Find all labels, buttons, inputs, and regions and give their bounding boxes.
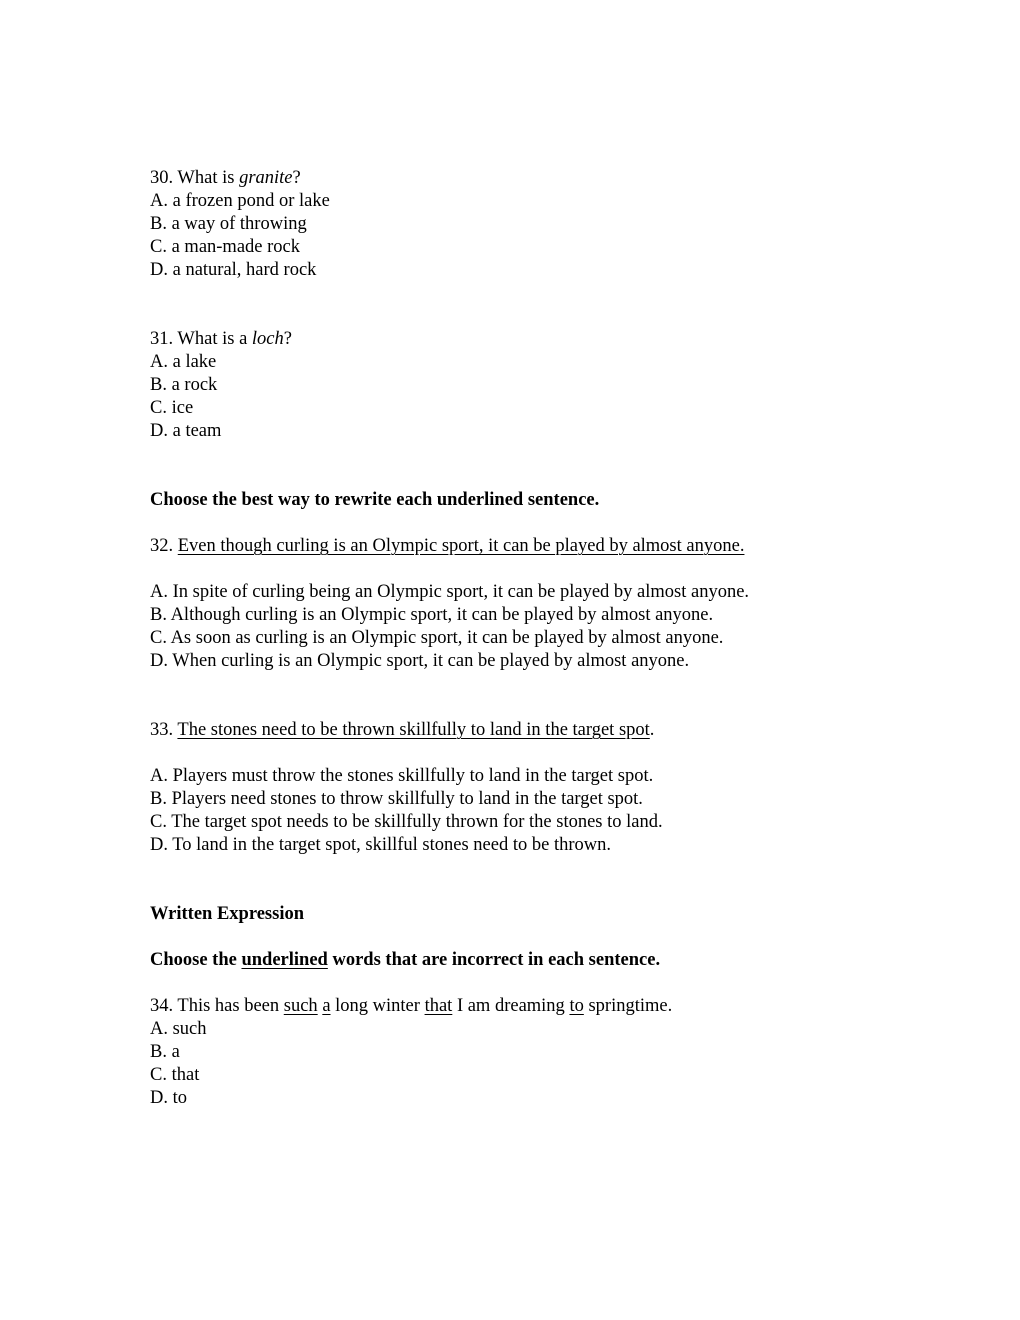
question-30-stem (150, 167, 301, 190)
question-33-option-c: C. The target spot needs to be skillfully thrown for the stones to land. (150, 812, 663, 832)
question-34-underlined-a: a (322, 996, 331, 1016)
rewrite-instruction: Choose the best way to rewrite each underlined sentence. (150, 490, 600, 510)
question-33-number: 33. (150, 720, 178, 740)
question-31-term: loch (251, 329, 284, 349)
question-31-stem (150, 328, 292, 351)
question-33-option-d: D. To land in the target spot, skillful stones need to be thrown. (150, 835, 611, 855)
question-34-underlined-that: that (424, 996, 453, 1016)
question-31-option-c: C. ice (150, 398, 194, 418)
question-32-option-b: B. Although curling is an Olympic sport, it can be played by almost anyone. (150, 605, 714, 625)
instruction-prefix: Choose the (150, 950, 242, 970)
question-33-underlined-sentence: The stones need to be thrown skillfully to land in the target spot (177, 720, 650, 740)
question-32-underlined-sentence: Even though curling is an Olympic sport, it can be played by almost anyone. (177, 536, 745, 556)
question-34-option-b: B. a (150, 1042, 180, 1062)
question-34-text-1: 34. This has been (150, 996, 284, 1016)
question-30-option-d: D. a natural, hard rock (150, 260, 317, 280)
question-34-underlined-to: to (569, 996, 584, 1016)
question-32-option-c: C. As soon as curling is an Olympic sport, it can be played by almost anyone. (150, 628, 724, 648)
question-34-option-c: C. that (150, 1065, 200, 1085)
question-33-stem (150, 719, 654, 742)
question-30-term: granite (239, 168, 293, 188)
question-34-stem (150, 995, 672, 1018)
question-31-option-b: B. a rock (150, 375, 218, 395)
instruction-suffix: words that are incorrect in each sentence. (327, 950, 661, 970)
question-33-period: . (649, 720, 655, 740)
question-31-option-a: A. a lake (150, 352, 217, 372)
question-33-option-b: B. Players need stones to throw skillfully to land in the target spot. (150, 789, 643, 809)
question-34-underlined-such: such (283, 996, 318, 1016)
question-30-option-a: A. a frozen pond or lake (150, 191, 330, 211)
question-32-stem (150, 535, 744, 558)
question-31-suffix: ? (283, 329, 292, 349)
question-33-option-a: A. Players must throw the stones skillfully to land in the target spot. (150, 766, 654, 786)
question-34-text-2: long winter (330, 996, 425, 1016)
written-expression-instruction (150, 949, 660, 972)
instruction-underlined-word: underlined (241, 950, 328, 970)
question-34-option-a: A. such (150, 1019, 207, 1039)
question-34-text-4: springtime. (583, 996, 673, 1016)
question-32-number: 32. (150, 536, 178, 556)
question-34-option-d: D. to (150, 1088, 187, 1108)
question-30-prefix: 30. What is (150, 168, 240, 188)
question-31-prefix: 31. What is a (150, 329, 252, 349)
question-32-option-a: A. In spite of curling being an Olympic sport, it can be played by almost anyone. (150, 582, 750, 602)
question-31-option-d: D. a team (150, 421, 222, 441)
question-34-text-3: I am dreaming (452, 996, 570, 1016)
question-30-option-b: B. a way of throwing (150, 214, 307, 234)
question-30-suffix: ? (292, 168, 301, 188)
question-30-option-c: C. a man-made rock (150, 237, 300, 257)
question-32-option-d: D. When curling is an Olympic sport, it can be played by almost anyone. (150, 651, 690, 671)
written-expression-heading: Written Expression (150, 904, 305, 924)
